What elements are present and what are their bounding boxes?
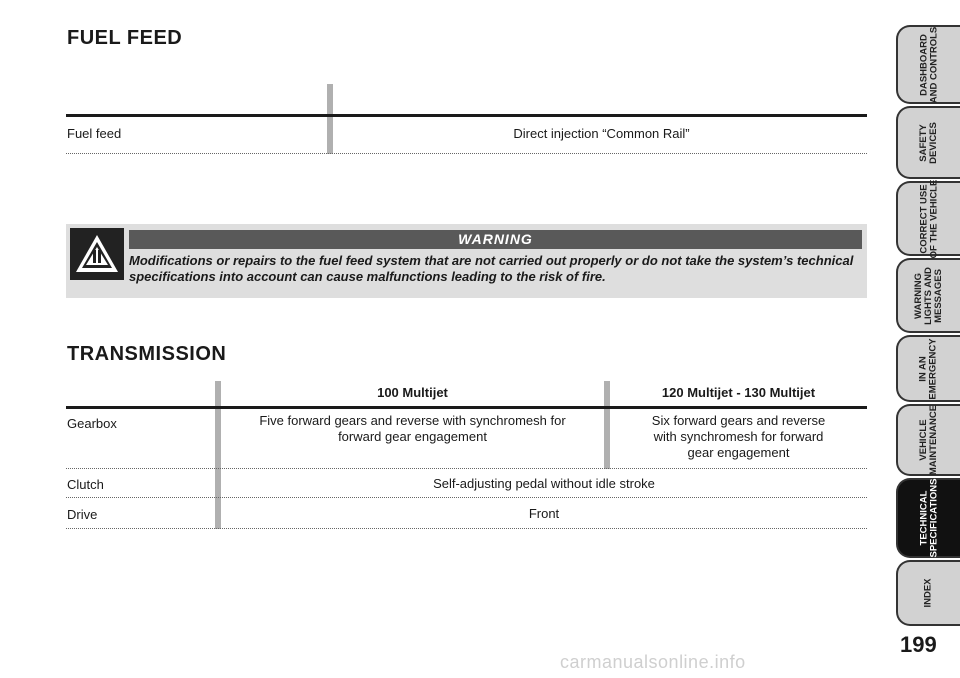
warning-text: Modifications or repairs to the fuel feed system that are not carried out properly or do not take the system’s technical specifications into account can cause malfunctions leading to the risk of fire. [129, 253, 854, 284]
fuel-feed-heading: FUEL FEED [67, 27, 183, 49]
drive-label: Drive [67, 507, 98, 522]
tab-dashboard-and-controls[interactable] [896, 25, 960, 104]
warning-title: WARNING [129, 230, 862, 249]
warning-triangle-icon [70, 228, 124, 280]
row-divider [66, 153, 867, 154]
tab-label: INDEX [922, 578, 934, 608]
column-header-120-130: 120 Multijet - 130 Multijet [661, 385, 816, 400]
row-divider [66, 528, 867, 529]
table-top-rule [66, 114, 867, 117]
table-top-rule [66, 406, 867, 409]
clutch-label: Clutch [67, 477, 104, 492]
gearbox-value-120-130: Six forward gears and reverse with synchromesh for forward gear engagement [651, 413, 826, 460]
tab-label: IN AN EMERGENCY [917, 337, 939, 400]
tab-correct-use-of-the-vehicle[interactable] [896, 181, 960, 256]
row-divider [66, 497, 867, 498]
tab-vehicle-maintenance[interactable] [896, 404, 960, 476]
tab-label: WARNING LIGHTS AND MESSAGES [912, 266, 944, 325]
column-divider [327, 84, 333, 154]
row-divider [66, 468, 867, 469]
tab-technical-specifications[interactable] [896, 478, 960, 558]
tab-label: SAFETY DEVICES [918, 121, 939, 164]
tab-label: TECHNICAL SPECIFICATIONS [918, 478, 939, 558]
gearbox-label: Gearbox [67, 416, 117, 431]
tab-label: DASHBOARD AND CONTROLS [918, 26, 939, 103]
column-header-100: 100 Multijet [377, 385, 448, 400]
fuel-feed-label: Fuel feed [67, 126, 122, 141]
tab-label: VEHICLE MAINTENANCE [918, 404, 940, 476]
watermark: carmanualsonline.info [560, 652, 746, 672]
tab-label: CORRECT USE OF THE VEHICLE [918, 179, 939, 258]
tab-warning-lights-and-messages[interactable] [896, 258, 960, 333]
page-number: 199 [900, 632, 937, 657]
tab-index[interactable] [896, 560, 960, 626]
gearbox-value-100: Five forward gears and reverse with synchromesh for forward gear engagement [259, 413, 566, 444]
clutch-value: Self-adjusting pedal without idle stroke [433, 476, 655, 491]
drive-value: Front [528, 506, 560, 521]
tab-in-an-emergency[interactable] [896, 335, 960, 402]
transmission-heading: TRANSMISSION [67, 343, 227, 365]
fuel-feed-value: Direct injection “Common Rail” [513, 126, 690, 141]
tab-safety-devices[interactable] [896, 106, 960, 179]
